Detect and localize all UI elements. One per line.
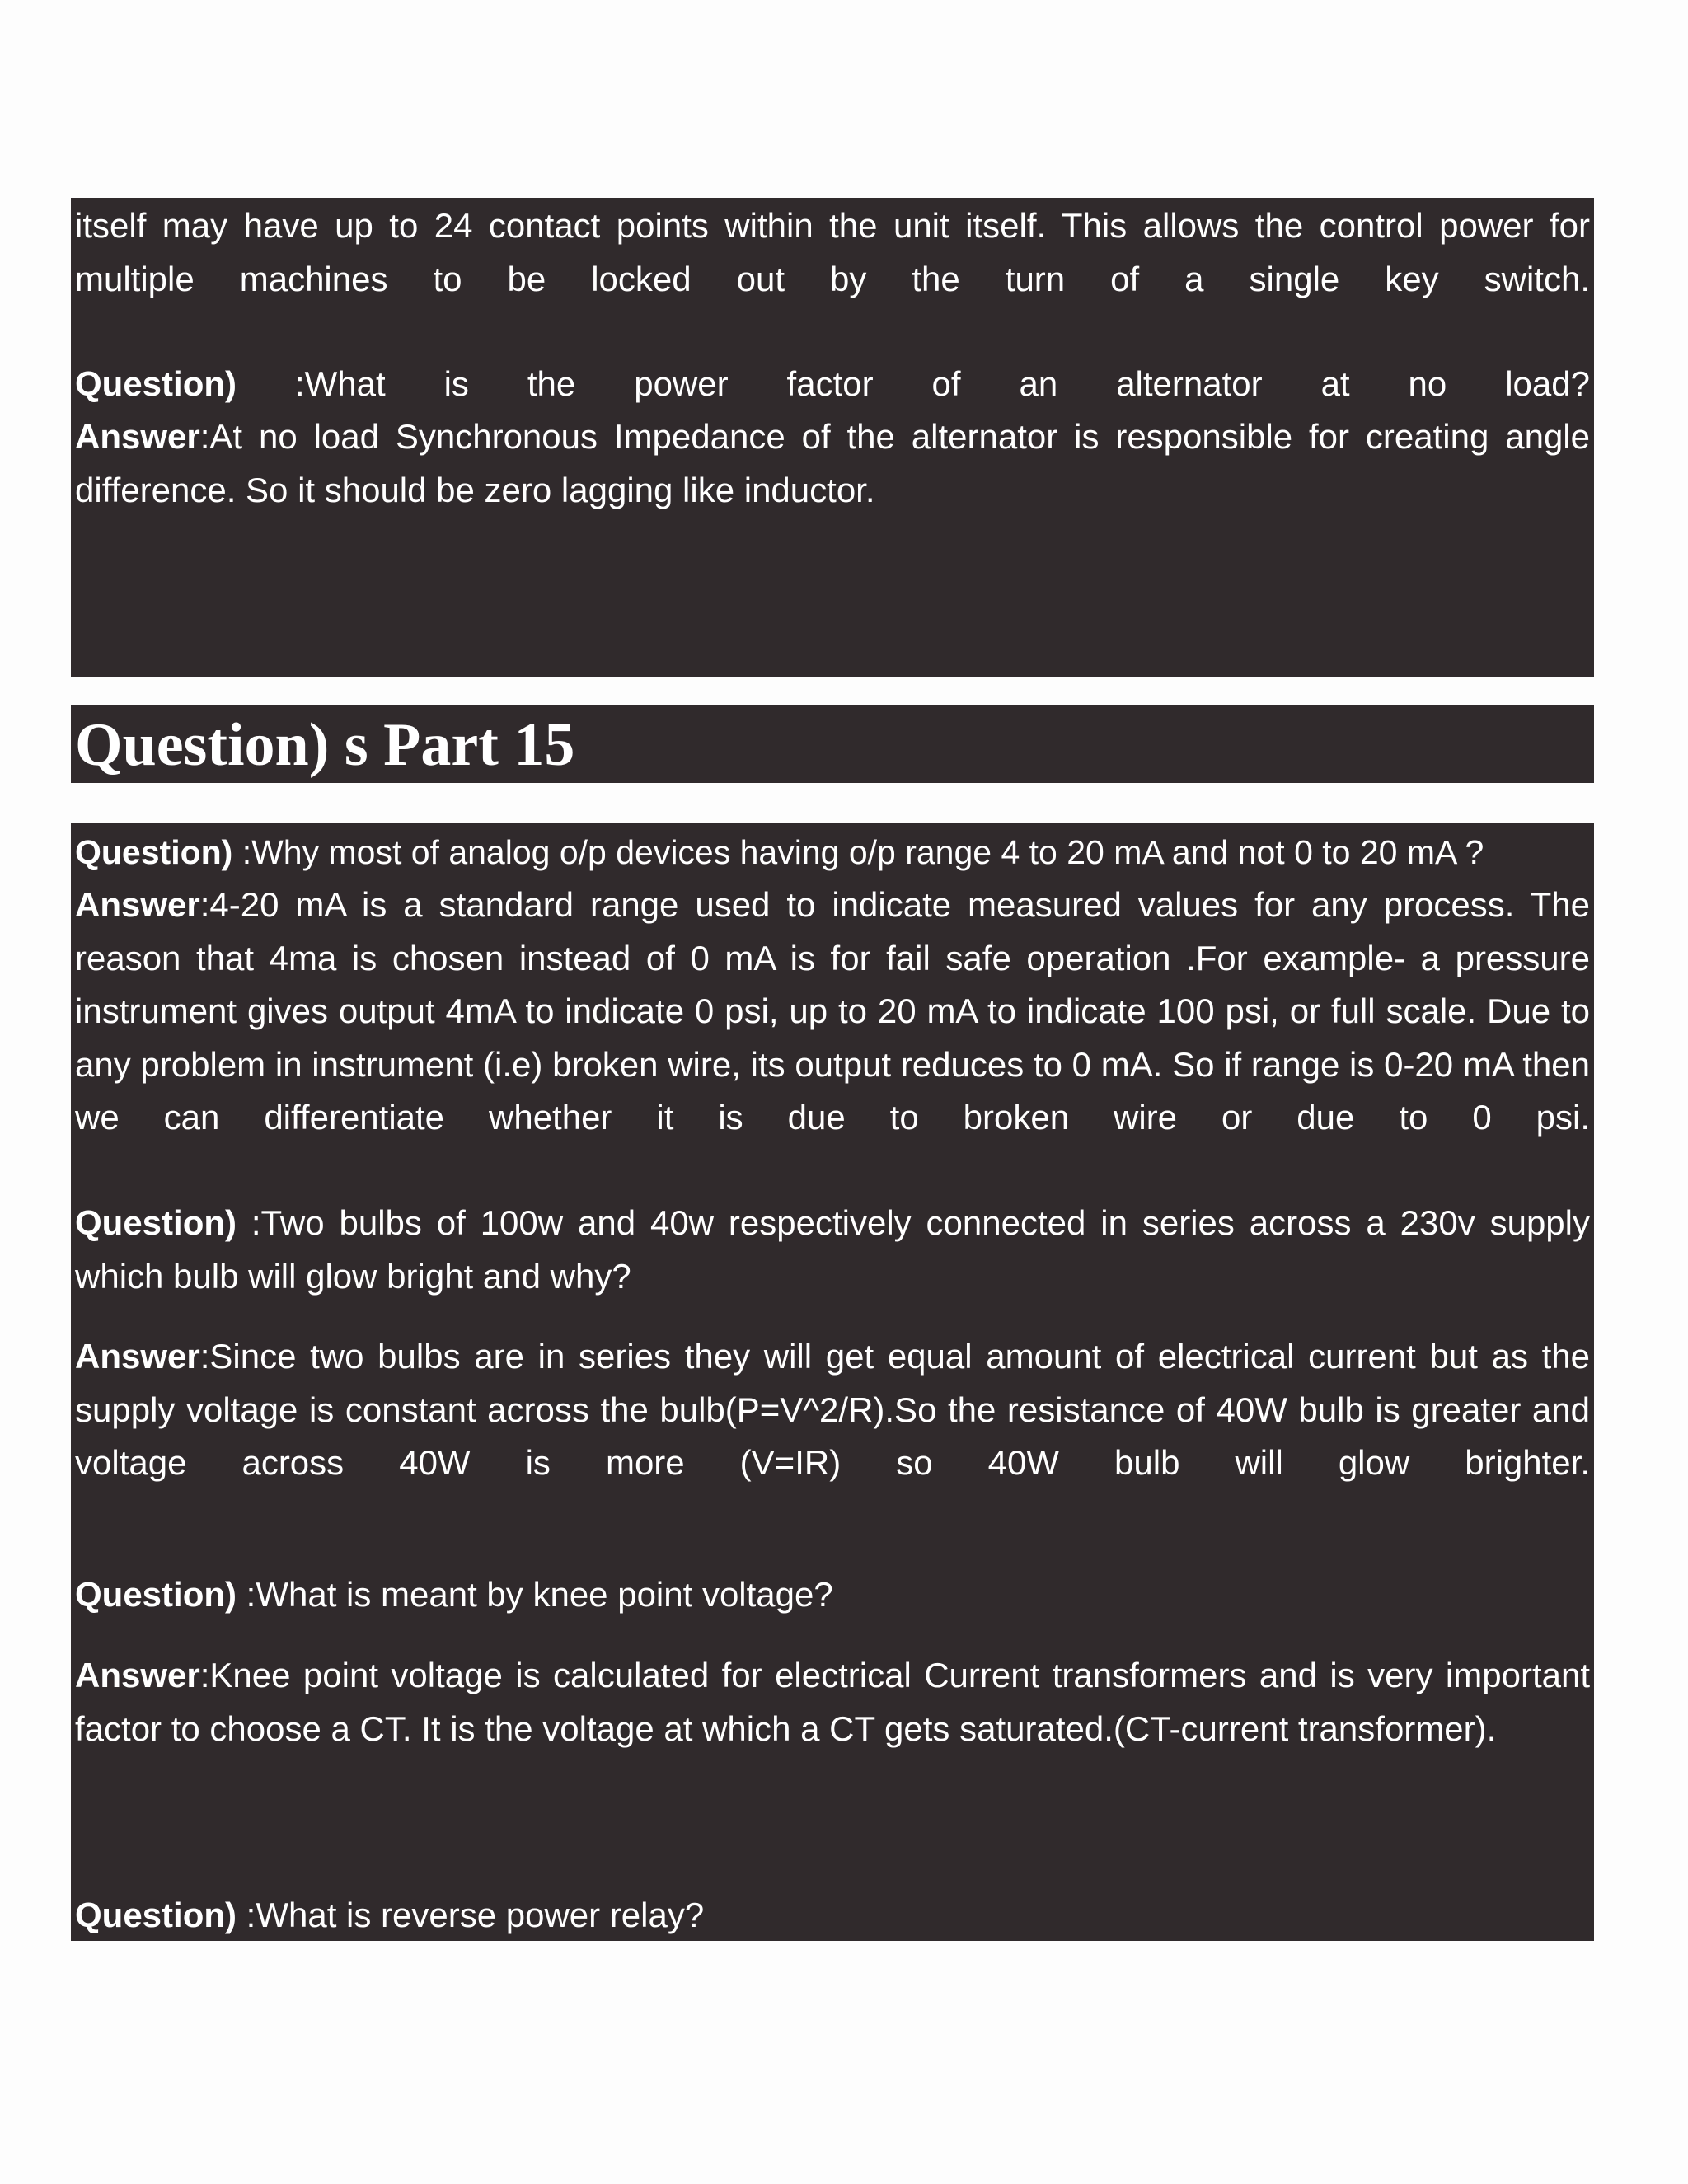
- answer-label: Answer: [75, 885, 200, 924]
- question-paragraph: [75, 1889, 1590, 1943]
- main-qa-block: [71, 823, 1594, 1941]
- continuation-text: itself may have up to 24 contact points within the unit itself. This allows the control power for multiple machines to be locked out by the turn of a single key switch.: [75, 206, 1590, 298]
- answer-paragraph: [75, 1649, 1590, 1755]
- answer-text: :At no load Synchronous Impedance of the alternator is responsible for creating angle difference. So it should be zero lagging like inductor.: [75, 417, 1590, 509]
- answer-label: Answer: [75, 1337, 200, 1376]
- section-heading: Question) s Part 15: [75, 711, 575, 779]
- question-label: Question): [75, 1896, 237, 1934]
- question-text: :What is meant by knee point voltage?: [237, 1575, 833, 1614]
- question-label: Question): [75, 1575, 237, 1614]
- question-paragraph: [75, 1568, 1590, 1622]
- question-text: :What is reverse power relay?: [237, 1896, 705, 1934]
- answer-text: :Knee point voltage is calculated for electrical Current transformers and is very important factor to choose a CT. It is the voltage at which a CT gets saturated.(CT-current transformer).: [75, 1656, 1590, 1748]
- answer-text: :Since two bulbs are in series they will get equal amount of electrical current but as the supply voltage is constant across the bulb(P=V^2/R).So the resistance of 40W bulb is greater and voltage across 40W is more (V=IR) so 40W bulb will glow brighter.: [75, 1337, 1590, 1482]
- answer-label: Answer: [75, 1656, 200, 1694]
- question-paragraph: [75, 826, 1590, 879]
- question-text: :Two bulbs of 100w and 40w respectively connected in series across a 230v supply which bulb will glow bright and why?: [75, 1203, 1590, 1296]
- top-text-block: [71, 198, 1594, 677]
- continuation-paragraph: [75, 199, 1590, 306]
- question-text: :Why most of analog o/p devices having o/p range 4 to 20 mA and not 0 to 20 mA ?: [232, 833, 1484, 871]
- answer-text: :4-20 mA is a standard range used to indicate measured values for any process. The reason that 4ma is chosen instead of 0 mA is for fail safe operation .For example- a pressure instrument gives output 4mA to indicate 0 psi, up to 20 mA to indicate 100 psi, or full scale. Due to any problem in instrument (i.e) broken wire, its output reduces to 0 mA. So if range is 0-20 mA then we can differentiate whether it is due to broken wire or due to 0 psi.: [75, 885, 1590, 1137]
- question-paragraph: [75, 358, 1590, 411]
- question-paragraph: [75, 1197, 1590, 1303]
- question-label: Question): [75, 1203, 237, 1242]
- question-label: Question): [75, 364, 237, 403]
- section-heading-bar: [71, 705, 1594, 783]
- answer-paragraph: [75, 879, 1590, 1145]
- answer-paragraph: [75, 1330, 1590, 1490]
- answer-paragraph: [75, 410, 1590, 517]
- answer-label: Answer: [75, 417, 200, 456]
- question-text: :What is the power factor of an alternator at no load?: [237, 364, 1590, 403]
- question-label: Question): [75, 833, 233, 871]
